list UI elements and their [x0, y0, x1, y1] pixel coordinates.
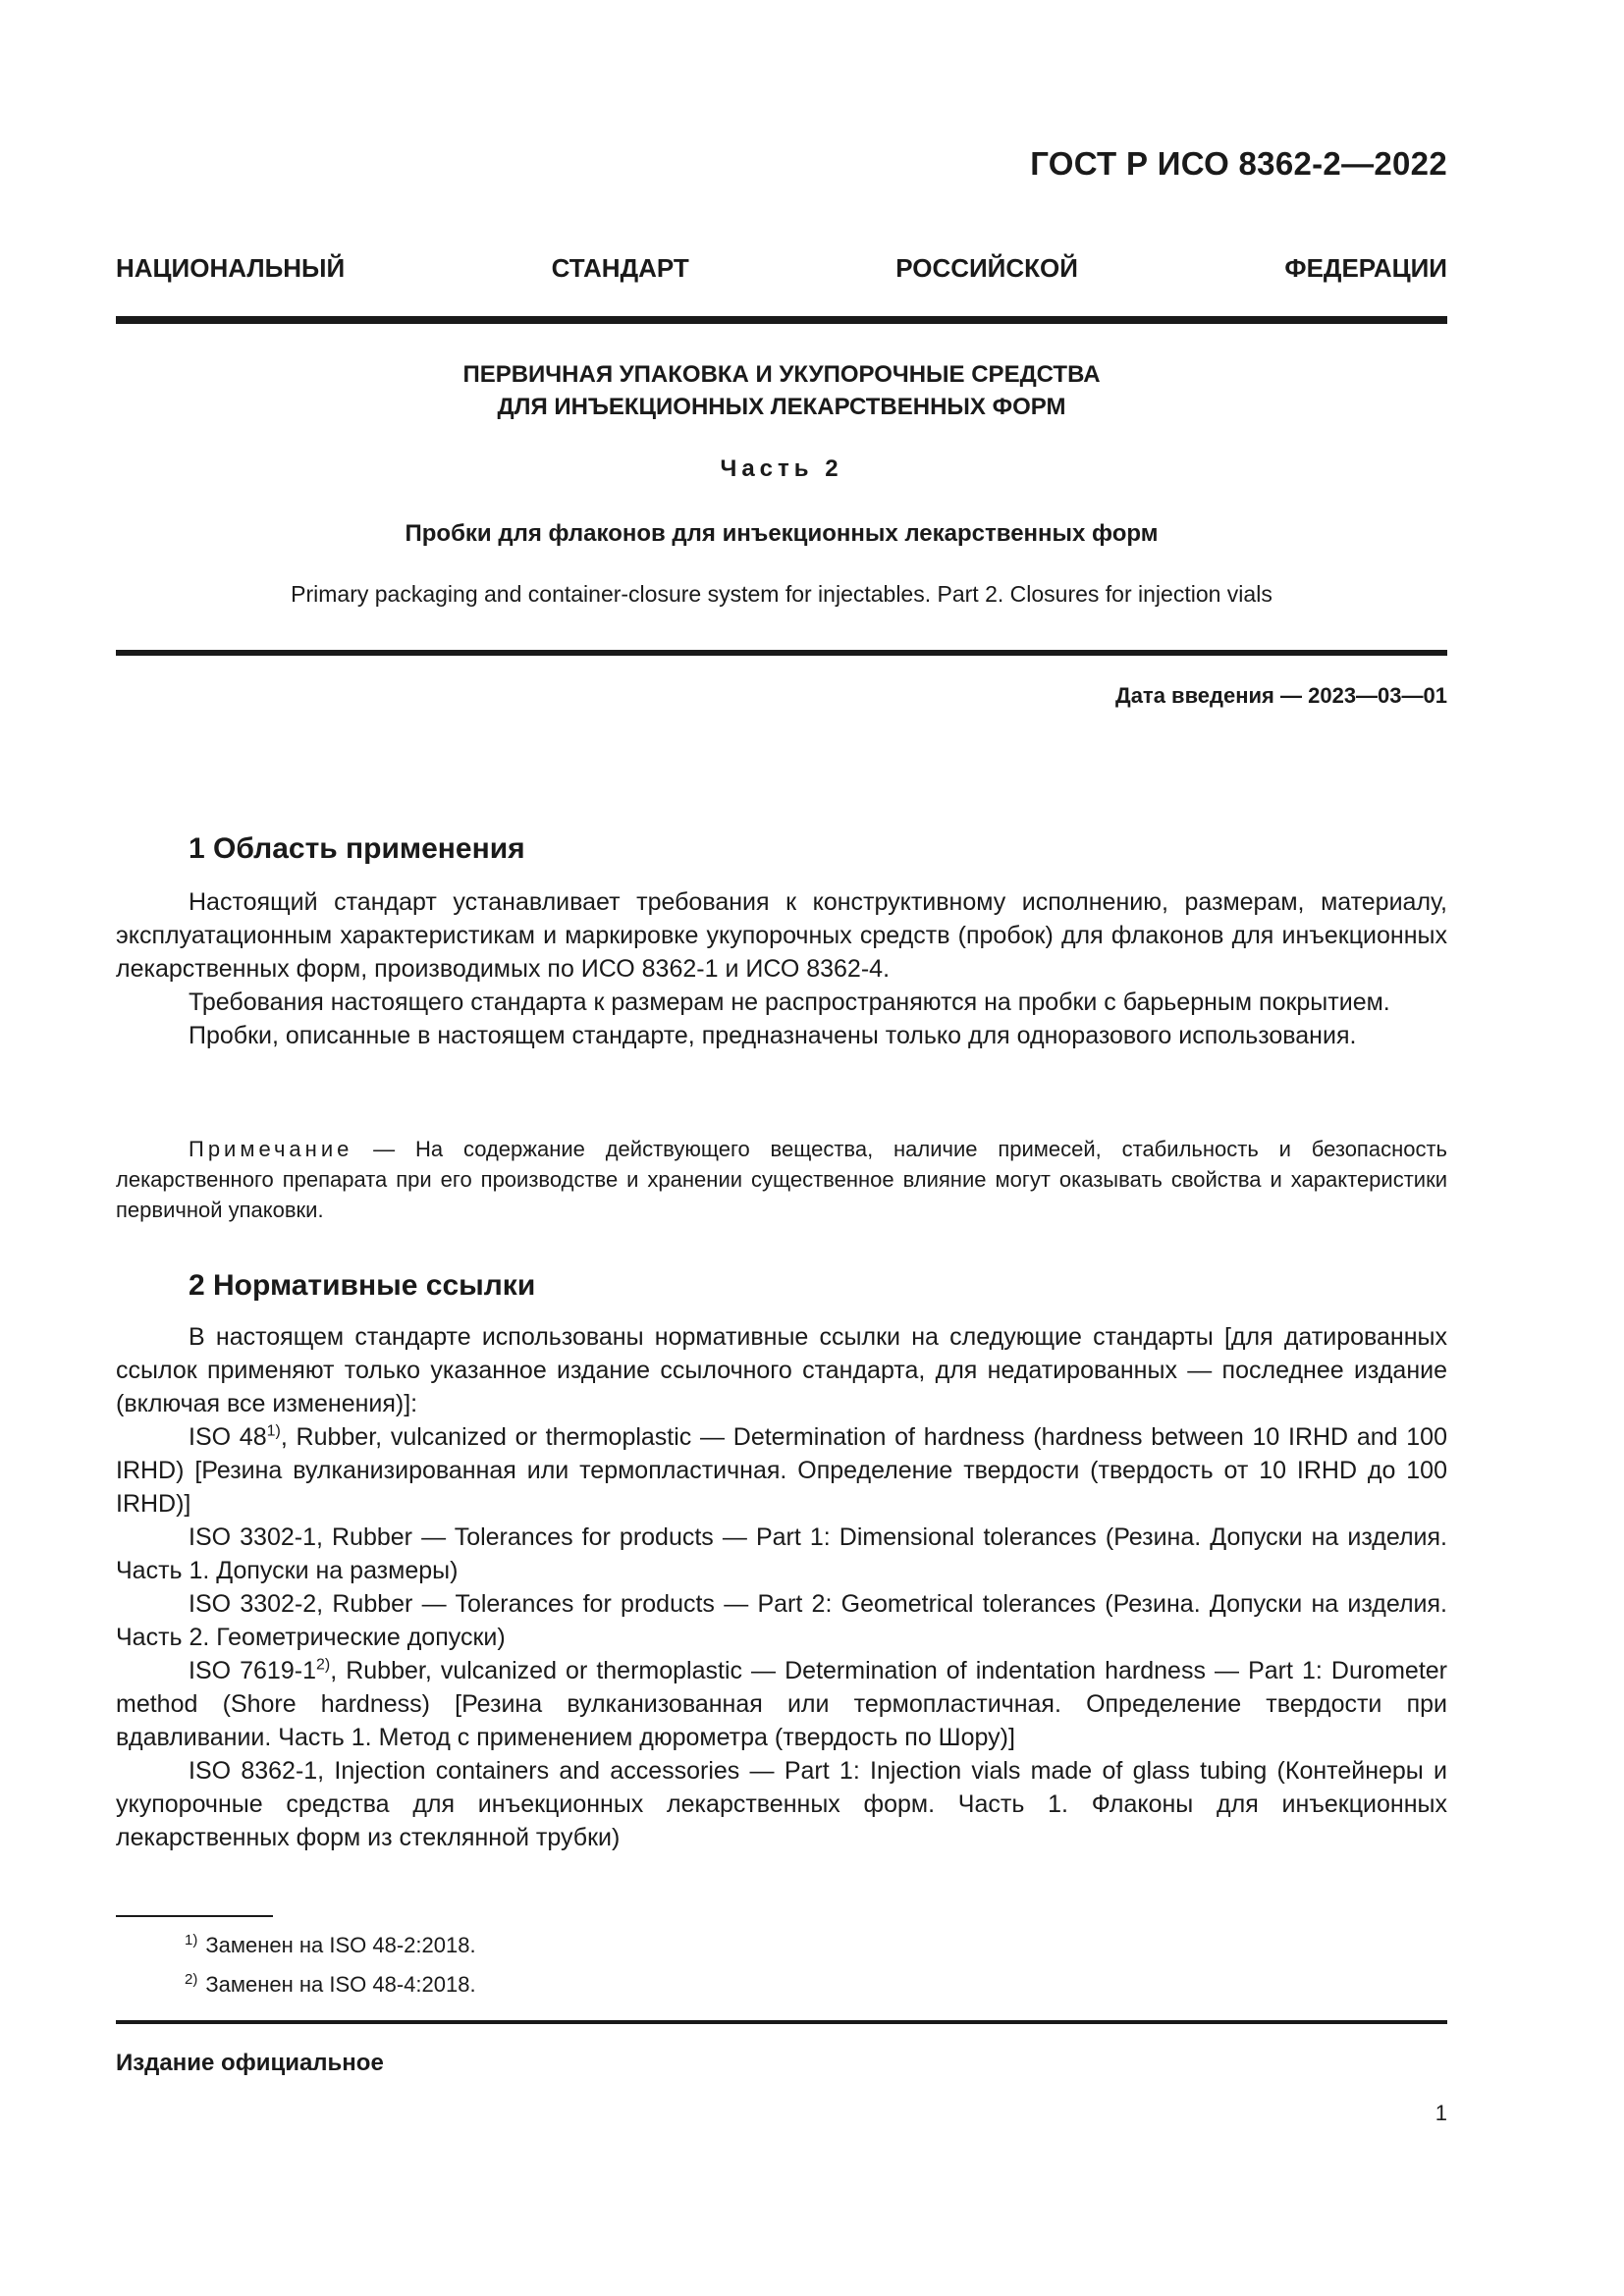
section-2-intro: В настоящем стандарте использованы нормативные ссылки на следующие стандарты [для датированных ссылок применяют только указанное издание ссылочного стандарта, для недатированных — последнее издание (включая все изменения)]:: [116, 1323, 1447, 1417]
introduction-date: Дата введения — 2023—03—01: [1115, 683, 1447, 708]
title-line-2: ДЛЯ ИНЪЕКЦИОННЫХ ЛЕКАРСТВЕННЫХ ФОРМ: [497, 394, 1066, 420]
note-text: — На содержание действующего вещества, наличие примесей, стабильность и безопасность лекарственного препарата при его производстве и хранении существенное влияние могут оказывать свойства и характеристики первичной упаковки.: [116, 1137, 1447, 1222]
document-code: ГОСТ Р ИСО 8362-2—2022: [1030, 145, 1447, 182]
official-edition-label: Издание официальное: [116, 2050, 384, 2076]
part-label: Часть 2: [720, 455, 843, 482]
national-standard-banner: НАЦИОНАЛЬНЫЙ СТАНДАРТ РОССИЙСКОЙ ФЕДЕРАЦИИ: [116, 253, 1447, 283]
note-label: Примечание: [189, 1137, 353, 1161]
footnote-item: $^{1)}$ Заменен на ISO 48-2:2018.: [185, 1931, 476, 1957]
page-number: 1: [1435, 2101, 1447, 2125]
section-1-note: [116, 1134, 1447, 1225]
title-rule: [116, 650, 1447, 656]
footnote-separator: [116, 1915, 273, 1917]
reference-item: ISO 3302-1, Rubber — Tolerances for products — Part 1: Dimensional tolerances (Резина. Допуски на изделия. Часть 1. Допуски на размеры): [116, 1523, 1447, 1584]
section-1-heading: 1 Область применения: [189, 832, 525, 865]
section-2-heading: 2 Нормативные ссылки: [189, 1269, 536, 1302]
section-1-paragraph: Требования настоящего стандарта к размерам не распространяются на пробки с барьерным покрытием.: [189, 988, 1390, 1016]
footer-rule: [116, 2020, 1447, 2024]
header-rule: [116, 316, 1447, 324]
reference-item: ISO 8362-1, Injection containers and accessories — Part 1: Injection vials made of glass tubing (Контейнеры и укупорочные средства для инъекционных лекарственных форм. Часть 1. Флаконы для инъекционных лекарственных форм из стеклянной трубки): [116, 1757, 1447, 1851]
reference-item: ISO 7619-1$^{2)}$, Rubber, vulcanized or thermoplastic — Determination of indentation hardness — Part 1: Durometer method (Shore hardness) [Резина вулканизованная или термопластичная. Определение твердости при вдавливании. Часть 1. Метод с применением дюрометра (твердость по Шору)]: [116, 1656, 1447, 1751]
reference-item: ISO 3302-2, Rubber — Tolerances for products — Part 2: Geometrical tolerances (Резина. Допуски на изделия. Часть 2. Геометрические допуски): [116, 1590, 1447, 1651]
english-title: Primary packaging and container-closure system for injectables. Part 2. Closures for injection vials: [291, 581, 1272, 607]
section-1-paragraph: Пробки, описанные в настоящем стандарте, предназначены только для одноразового использования.: [189, 1022, 1357, 1049]
footnote-ref[interactable]: 1): [266, 1422, 281, 1440]
footnote-ref[interactable]: 2): [315, 1656, 331, 1674]
footnotes: [185, 1926, 476, 2004]
reference-item: ISO 48$^{1)}$, Rubber, vulcanized or thermoplastic — Determination of hardness (hardness between 10 IRHD and 100 IRHD) [Резина вулканизированная или термопластичная. Определение твердости (твердость от 10 IRHD до 100 IRHD)]: [116, 1422, 1447, 1518]
document-title: [116, 358, 1447, 423]
section-1-body: [116, 885, 1447, 1052]
section-2-body: [116, 1320, 1447, 1854]
footnote-item: $^{2)}$ Заменен на ISO 48-4:2018.: [185, 1970, 476, 1997]
section-1-paragraph: Настоящий стандарт устанавливает требования к конструктивному исполнению, размерам, материалу, эксплуатационным характеристикам и маркировке укупорочных средств (пробок) для флаконов для инъекционных лекарственных форм, производимых по ИСО 8362-1 и ИСО 8362-4.: [116, 888, 1447, 983]
document-subtitle: Пробки для флаконов для инъекционных лекарственных форм: [405, 520, 1159, 547]
title-line-1: ПЕРВИЧНАЯ УПАКОВКА И УКУПОРОЧНЫЕ СРЕДСТВА: [462, 361, 1101, 388]
